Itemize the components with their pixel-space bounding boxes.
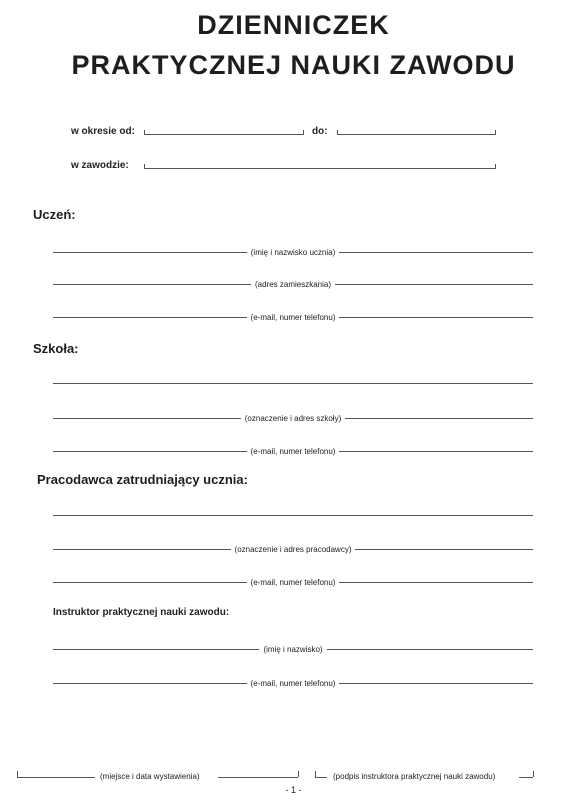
field-line (339, 451, 533, 452)
field-line (53, 582, 247, 583)
employer-heading: Pracodawca zatrudniający ucznia: (37, 472, 248, 487)
profession-field[interactable] (144, 164, 496, 169)
employer-designation-caption: (oznaczenie i adres pracodawcy) (234, 545, 352, 554)
field-line (355, 549, 533, 550)
field-line (53, 317, 247, 318)
field-line (53, 683, 247, 684)
student-contact-caption: (e-mail, numer telefonu) (250, 313, 336, 322)
field-line (53, 649, 259, 650)
employer-designation-field[interactable] (53, 545, 533, 554)
period-to-field[interactable] (337, 130, 496, 135)
field-line (53, 418, 241, 419)
instructor-heading: Instruktor praktycznej nauki zawodu: (53, 607, 230, 618)
period-to-label: do: (312, 126, 328, 137)
field-line (335, 284, 533, 285)
student-name-field[interactable] (53, 248, 533, 257)
field-line (53, 284, 251, 285)
instructor-name-field[interactable] (53, 645, 533, 654)
employer-name-field[interactable] (53, 515, 533, 516)
school-designation-field[interactable] (53, 414, 533, 423)
field-line (339, 317, 533, 318)
period-from-label: w okresie od: (71, 126, 135, 137)
instructor-contact-caption: (e-mail, numer telefonu) (250, 679, 336, 688)
student-name-caption: (imię i nazwisko ucznia) (250, 248, 336, 257)
profession-label: w zawodzie: (71, 160, 129, 171)
field-line (53, 549, 231, 550)
employer-contact-field[interactable] (53, 578, 533, 587)
employer-contact-caption: (e-mail, numer telefonu) (250, 578, 336, 587)
student-address-field[interactable] (53, 280, 533, 289)
place-date-bracket-right (298, 771, 299, 777)
school-name-field[interactable] (53, 383, 533, 384)
student-heading: Uczeń: (33, 207, 76, 222)
field-line (53, 252, 247, 253)
period-from-field[interactable] (144, 130, 304, 135)
field-line (339, 683, 533, 684)
field-line (339, 582, 533, 583)
field-line (327, 649, 533, 650)
school-contact-caption: (e-mail, numer telefonu) (250, 447, 336, 456)
student-address-caption: (adres zamieszkania) (254, 280, 332, 289)
place-date-field[interactable] (17, 762, 298, 778)
student-contact-field[interactable] (53, 313, 533, 322)
school-heading: Szkoła: (33, 341, 79, 356)
place-date-caption: (miejsce i data wystawienia) (100, 772, 200, 781)
instructor-name-caption: (imię i nazwisko) (263, 645, 323, 654)
school-designation-caption: (oznaczenie i adres szkoły) (244, 414, 342, 423)
page-title-line-2: PRAKTYCZNEJ NAUKI ZAWODU (71, 50, 516, 80)
page-number: - 1 - (285, 785, 302, 795)
signature-caption: (podpis instruktora praktycznej nauki zawodu) (333, 772, 496, 781)
page-title-line-1: DZIENNICZEK (197, 10, 390, 40)
field-line (339, 252, 533, 253)
field-line (53, 451, 247, 452)
instructor-contact-field[interactable] (53, 679, 533, 688)
school-contact-field[interactable] (53, 447, 533, 456)
signature-field[interactable] (315, 762, 534, 778)
field-line (345, 418, 533, 419)
